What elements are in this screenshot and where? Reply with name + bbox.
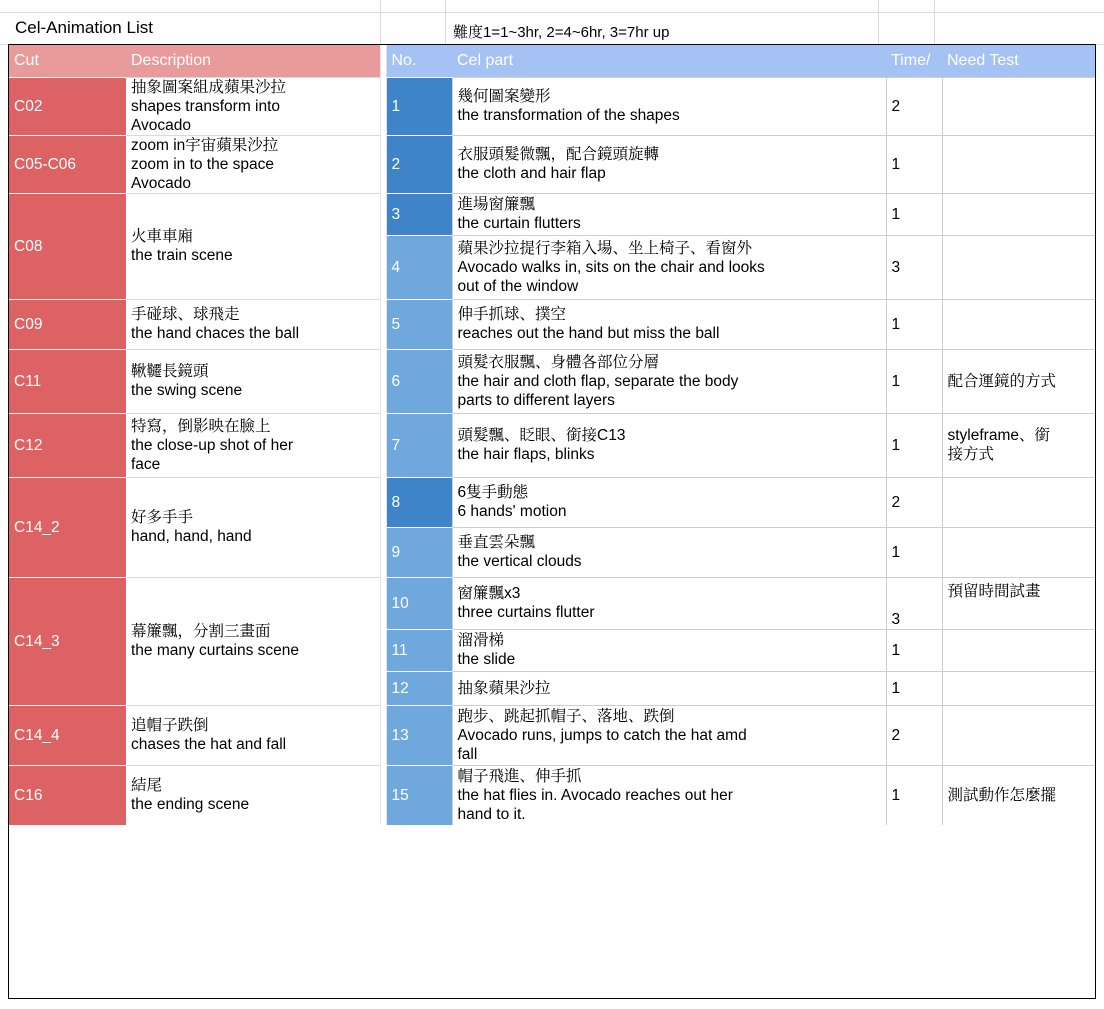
time-cell[interactable]: 1	[886, 765, 942, 825]
cell-line: 火車車廂	[131, 228, 194, 245]
cel-part-cell[interactable]	[452, 671, 886, 705]
table-row	[9, 765, 1095, 825]
table-row	[9, 135, 1095, 193]
cel-part-cell[interactable]	[452, 413, 886, 477]
no-cell[interactable]: 6	[386, 349, 452, 413]
need-test-cell[interactable]	[942, 477, 1095, 527]
cut-cell[interactable]: C14_2	[9, 477, 126, 577]
need-test-cell[interactable]	[942, 135, 1095, 193]
cell-line: fall	[457, 745, 478, 763]
time-cell[interactable]: 1	[886, 193, 942, 235]
table-row	[9, 477, 1095, 527]
cell-line: parts to different layers	[457, 391, 615, 409]
cell-line: the cloth and hair flap	[457, 165, 606, 182]
no-cell[interactable]: 4	[386, 235, 452, 299]
header-cel-part[interactable]: Cel part	[452, 45, 886, 77]
cell-line: the swing scene	[131, 382, 243, 399]
table-row	[9, 413, 1095, 477]
cell-line: 帽子飛進、伸手抓	[457, 767, 582, 785]
no-cell[interactable]: 5	[386, 299, 452, 349]
cell-line: hand to it.	[457, 805, 526, 823]
no-cell[interactable]: 1	[386, 77, 452, 135]
description-cell[interactable]	[126, 705, 380, 765]
cell-line: Avocado	[131, 116, 192, 134]
sheet-title[interactable]: Cel-Animation List	[15, 18, 153, 37]
cell-line: 好多手手	[131, 509, 194, 526]
cell-line: the transformation of the shapes	[457, 107, 680, 124]
cell-line: 追帽子跌倒	[131, 717, 209, 734]
cell-line: shapes transform into	[131, 97, 281, 115]
cel-part-cell[interactable]	[452, 527, 886, 577]
need-test-cell[interactable]	[942, 671, 1095, 705]
cut-cell[interactable]: C12	[9, 413, 126, 477]
time-cell[interactable]: 2	[886, 77, 942, 135]
need-test-cell[interactable]	[942, 705, 1095, 765]
need-test-cell[interactable]	[942, 77, 1095, 135]
cell-line: 6隻手動態	[457, 484, 529, 501]
header-need-test[interactable]: Need Test	[942, 45, 1095, 77]
cell-line: hand, hand, hand	[131, 528, 252, 545]
description-cell[interactable]	[126, 135, 380, 193]
cell-line: the curtain flutters	[457, 215, 581, 232]
no-cell[interactable]: 13	[386, 705, 452, 765]
time-cell[interactable]: 1	[886, 135, 942, 193]
description-cell[interactable]	[126, 413, 380, 477]
time-cell[interactable]: 2	[886, 477, 942, 527]
cut-cell[interactable]: C11	[9, 349, 126, 413]
cel-part-cell[interactable]	[452, 299, 886, 349]
table-row	[9, 349, 1095, 413]
cell-line: 跑步、跳起抓帽子、落地、跌倒	[457, 707, 675, 725]
cell-line: 垂直雲朵飄	[457, 534, 536, 551]
no-cell[interactable]: 10	[386, 577, 452, 629]
table-row	[9, 193, 1095, 235]
need-test-cell[interactable]: 配合運鏡的方式	[942, 349, 1095, 413]
cel-part-cell[interactable]	[452, 705, 886, 765]
cell-line: the train scene	[131, 247, 233, 264]
cell-line: chases the hat and fall	[131, 736, 287, 753]
description-cell[interactable]	[126, 765, 380, 825]
cell-line: 特寫，倒影映在臉上	[131, 417, 271, 435]
cell-line: 鞦韆長鏡頭	[131, 363, 209, 380]
cell-line: 抽象蘋果沙拉	[457, 679, 551, 697]
cell-line: 頭髮衣服飄、身體各部位分層	[457, 353, 660, 371]
cut-cell[interactable]: C14_4	[9, 705, 126, 765]
cell-line: the hand chaces the ball	[131, 325, 300, 342]
cell-line: the vertical clouds	[457, 553, 582, 570]
description-cell[interactable]	[126, 577, 380, 705]
header-cut[interactable]: Cut	[9, 45, 126, 77]
header-no[interactable]: No.	[386, 45, 452, 77]
table-row	[9, 705, 1095, 765]
cell-line: the hat flies in. Avocado reaches out her	[457, 786, 733, 804]
cel-part-cell[interactable]	[452, 349, 886, 413]
no-cell[interactable]: 8	[386, 477, 452, 527]
cell-line: zoom in宇宙蘋果沙拉	[131, 136, 279, 154]
table-row	[9, 299, 1095, 349]
cell-line: the hair and cloth flap, separate the body	[457, 372, 739, 390]
cut-cell[interactable]: C08	[9, 193, 126, 299]
no-cell[interactable]: 3	[386, 193, 452, 235]
cell-line: Avocado walks in, sits on the chair and looks	[457, 258, 765, 276]
time-cell[interactable]: 3	[886, 235, 942, 299]
cell-line: the ending scene	[131, 796, 250, 814]
need-test-cell[interactable]: 測試動作怎麼擺	[942, 765, 1095, 825]
cell-line: Avocado runs, jumps to catch the hat amd	[457, 726, 747, 744]
need-test-cell[interactable]	[942, 629, 1095, 671]
no-cell[interactable]: 11	[386, 629, 452, 671]
time-cell[interactable]: 2	[886, 705, 942, 765]
cel-part-cell[interactable]	[452, 193, 886, 235]
cell-line: 窗簾飄x3	[457, 585, 521, 602]
table-row	[9, 77, 1095, 135]
need-test-cell[interactable]	[942, 299, 1095, 349]
need-test-cell[interactable]: styleframe、銜 接方式	[942, 413, 1095, 477]
header-time[interactable]: Time/	[886, 45, 942, 77]
cell-line: face	[131, 455, 161, 473]
cell-line: the close-up shot of her	[131, 436, 293, 454]
table-row	[9, 577, 1095, 629]
cell-line: 幾何圖案變形	[457, 88, 551, 105]
need-test-cell[interactable]	[942, 193, 1095, 235]
no-cell[interactable]: 7	[386, 413, 452, 477]
cell-line: out of the window	[457, 277, 579, 295]
cel-part-cell[interactable]	[452, 77, 886, 135]
no-cell[interactable]: 2	[386, 135, 452, 193]
time-cell[interactable]: 1	[886, 527, 942, 577]
cell-line: 伸手抓球、撲空	[457, 306, 567, 323]
cell-line: three curtains flutter	[457, 604, 595, 621]
need-test-cell[interactable]: 預留時間試畫	[942, 577, 1095, 629]
difficulty-note[interactable]: 難度1=1~3hr, 2=4~6hr, 3=7hr up	[453, 24, 670, 41]
time-cell[interactable]: 3	[886, 577, 942, 629]
cell-line: the hair flaps, blinks	[457, 446, 595, 463]
cell-line: 手碰球、球飛走	[131, 306, 240, 323]
time-cell[interactable]: 1	[886, 671, 942, 705]
cel-part-cell[interactable]	[452, 765, 886, 825]
cell-line: 6 hands' motion	[457, 503, 567, 520]
time-cell[interactable]: 1	[886, 349, 942, 413]
description-cell[interactable]	[126, 193, 380, 299]
time-cell[interactable]: 1	[886, 299, 942, 349]
no-cell[interactable]: 15	[386, 765, 452, 825]
cel-part-cell[interactable]	[452, 235, 886, 299]
cell-line: Avocado	[131, 174, 192, 192]
header-row	[9, 45, 1095, 77]
description-cell[interactable]	[126, 299, 380, 349]
need-test-cell[interactable]	[942, 235, 1095, 299]
title-row	[0, 13, 1104, 45]
cell-line: 頭髮飄、眨眼、銜接C13	[457, 427, 626, 444]
cut-cell[interactable]: C02	[9, 77, 126, 135]
cell-line: 抽象圖案組成蘋果沙拉	[131, 78, 287, 96]
cell-line: 進場窗簾飄	[457, 196, 536, 213]
cell-line: the many curtains scene	[131, 642, 300, 659]
need-test-cell[interactable]	[942, 527, 1095, 577]
cell-line: 結尾	[131, 777, 163, 795]
sheet-grid-top	[0, 0, 1104, 13]
cut-cell[interactable]: C05-C06	[9, 135, 126, 193]
description-cell[interactable]	[126, 77, 380, 135]
cell-line: the slide	[457, 651, 516, 668]
cell-line: reaches out the hand but miss the ball	[457, 325, 720, 342]
cell-line: 幕簾飄，分割三畫面	[131, 623, 271, 640]
cut-cell[interactable]: C16	[9, 765, 126, 825]
header-description[interactable]: Description	[126, 45, 380, 77]
cell-line: 蘋果沙拉提行李箱入場、坐上椅子、看窗外	[457, 239, 753, 257]
cel-part-cell[interactable]	[452, 135, 886, 193]
cut-cell[interactable]: C14_3	[9, 577, 126, 705]
cel-part-cell[interactable]	[452, 577, 886, 629]
cel-animation-table	[9, 45, 1095, 825]
cell-line: 衣服頭髮微飄，配合鏡頭旋轉	[457, 146, 660, 163]
no-cell[interactable]: 9	[386, 527, 452, 577]
cell-line: 溜滑梯	[457, 632, 505, 649]
description-cell[interactable]	[126, 349, 380, 413]
cel-part-cell[interactable]	[452, 477, 886, 527]
time-cell[interactable]: 1	[886, 629, 942, 671]
cel-part-cell[interactable]	[452, 629, 886, 671]
cut-cell[interactable]: C09	[9, 299, 126, 349]
description-cell[interactable]	[126, 477, 380, 577]
cell-line: zoom in to the space	[131, 155, 275, 173]
no-cell[interactable]: 12	[386, 671, 452, 705]
time-cell[interactable]: 1	[886, 413, 942, 477]
